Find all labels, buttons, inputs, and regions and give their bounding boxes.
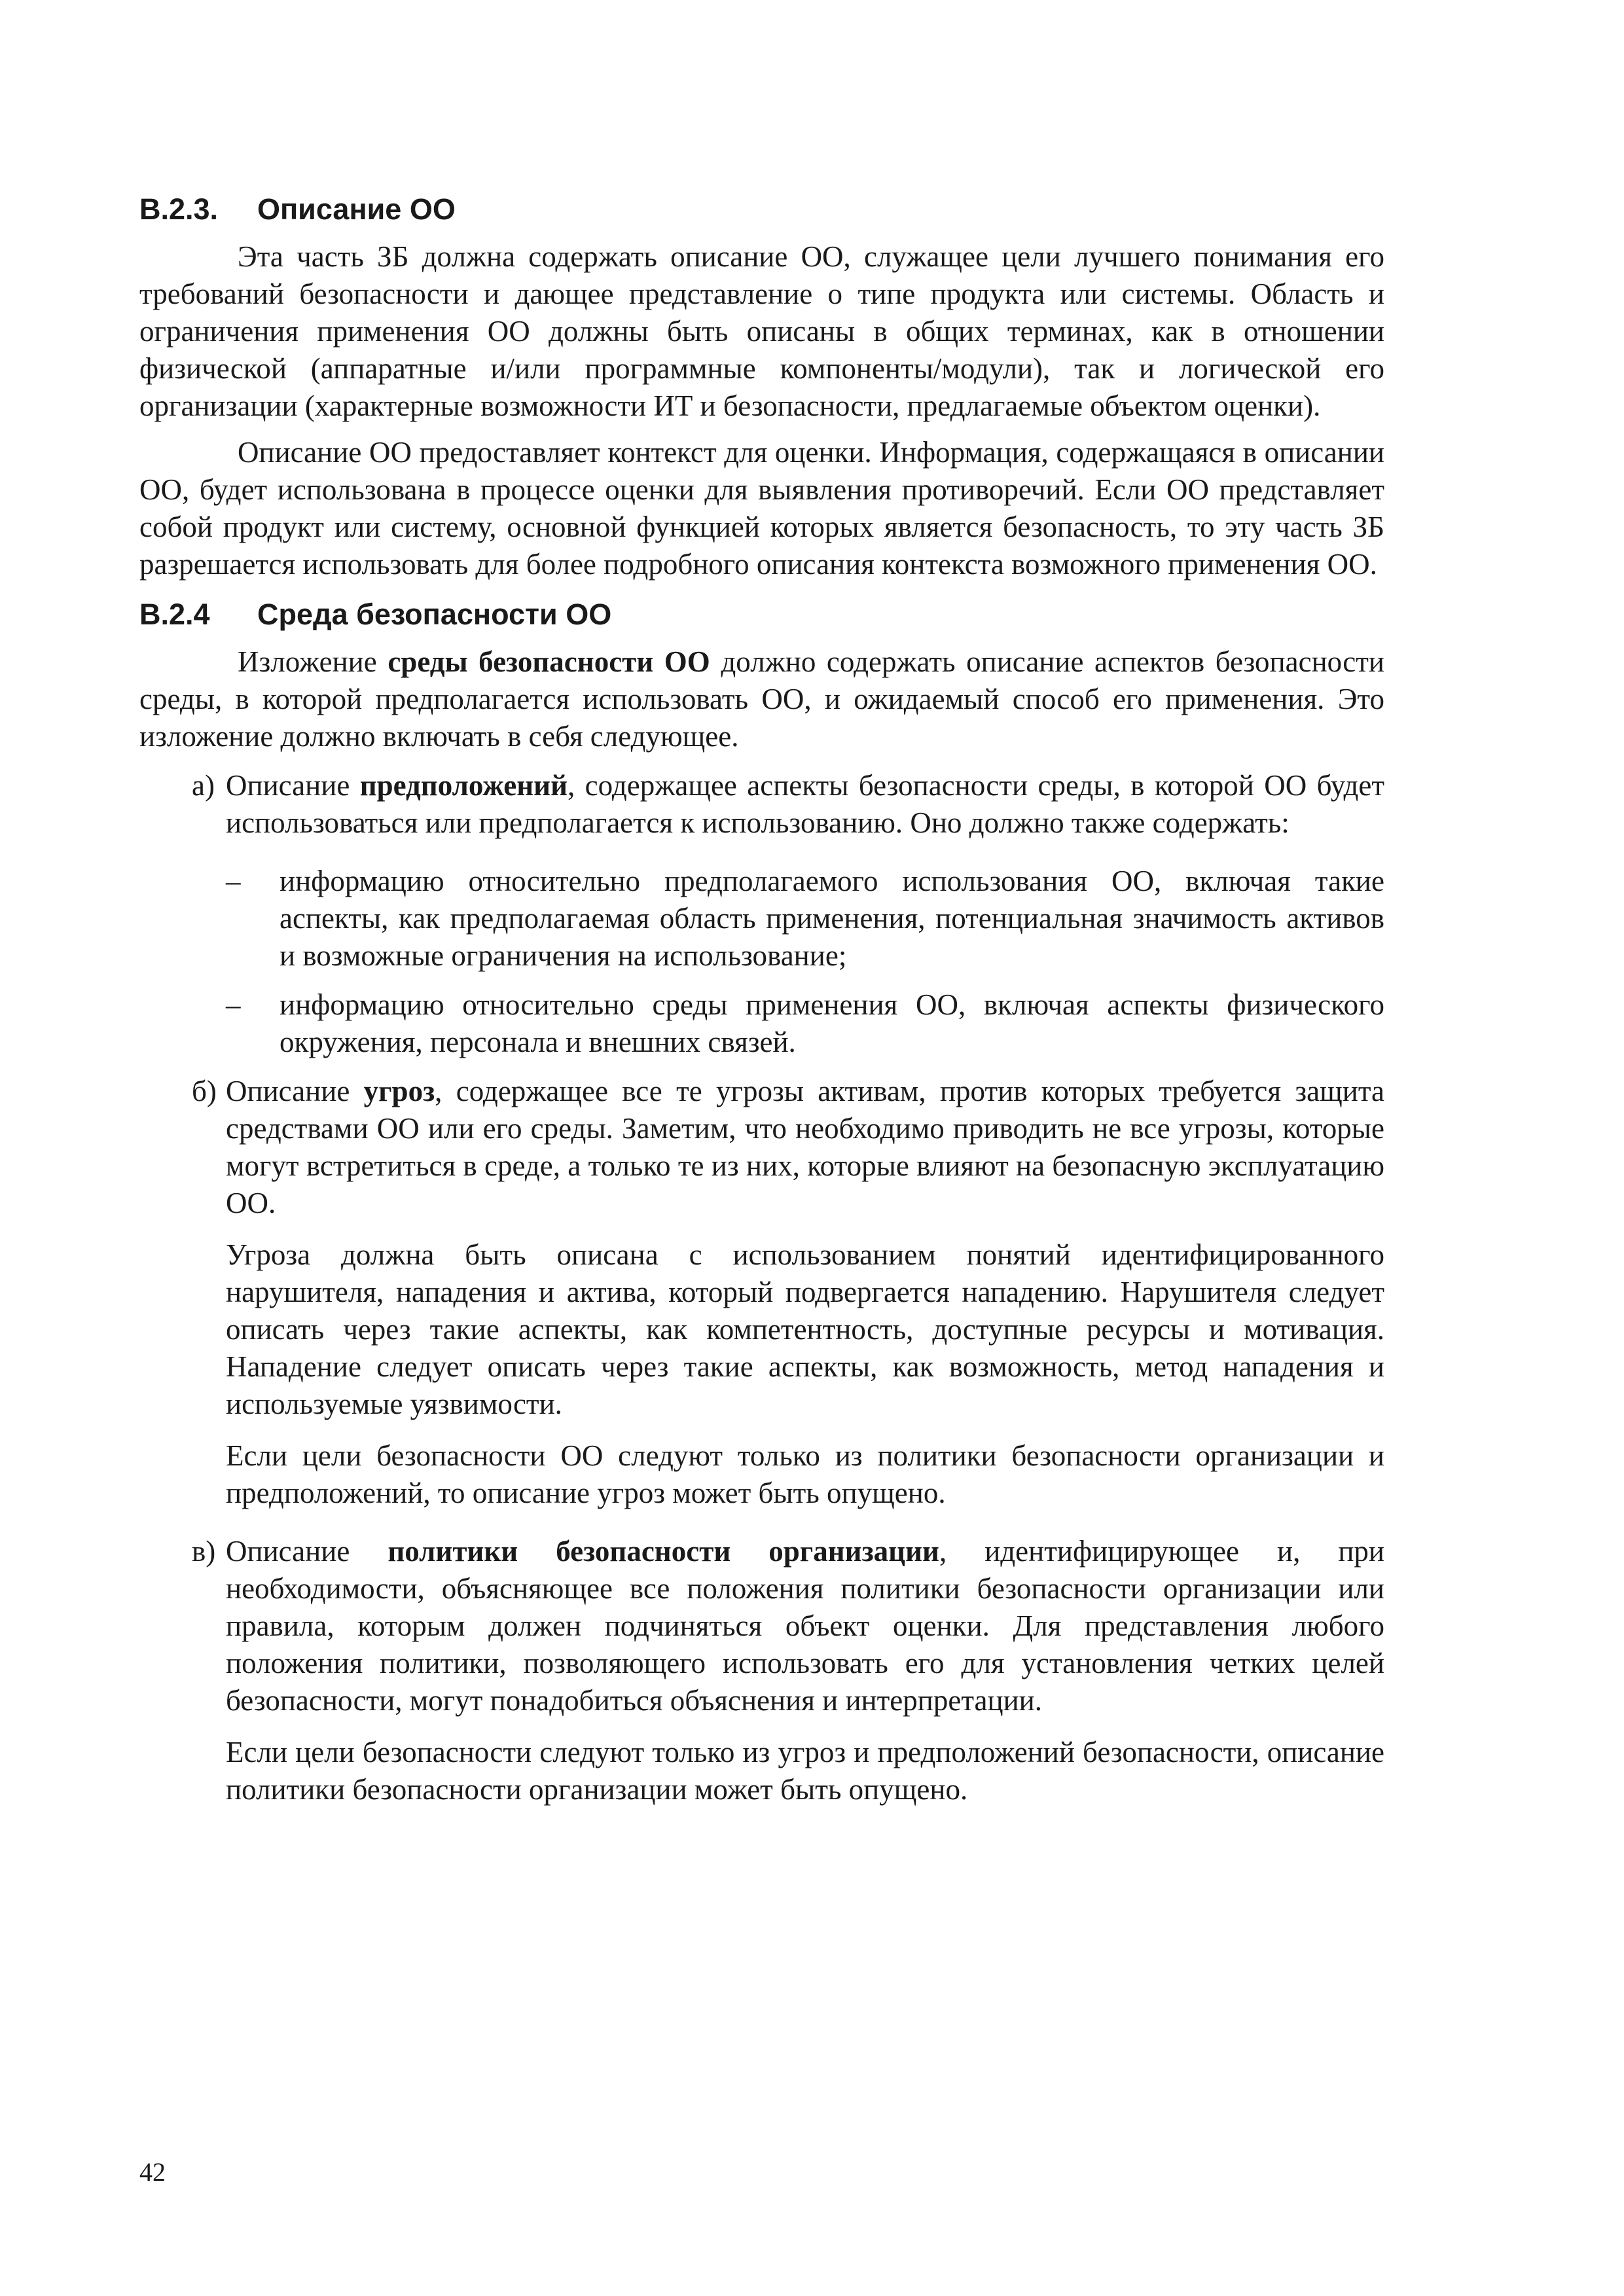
paragraph: Угроза должна быть описана с использованием понятий идентифицированного нарушителя, нападения и актива, который подвергается нападению. Нарушителя следует описать через такие аспекты, как компетентность, доступные ресурсы и мотивация. Нападение следует описать через такие аспекты, как возможность, метод нападения и используемые уязвимости. xyxy=(226,1238,1384,1420)
bold-term: угроз xyxy=(363,1075,435,1107)
dash-text: информацию относительно предполагаемого использования ОО, включая такие аспекты, как предполагаемая область применения, потенциальная значимость активов и возможные ограничения на использование; xyxy=(280,865,1384,972)
section-title: Среда безопасности ОО xyxy=(257,598,612,631)
bold-term: политики безопасности организации xyxy=(388,1535,939,1568)
section-title: Описание ОО xyxy=(257,192,456,226)
dash-marker: – xyxy=(226,865,241,897)
section-heading-b24 xyxy=(139,595,1384,634)
paragraph: Если цели безопасности следуют только из угроз и предположений безопасности, описание политики безопасности организации может быть опущено. xyxy=(226,1736,1384,1806)
list-item-body xyxy=(226,767,1384,851)
text-run: Описание xyxy=(226,769,360,802)
text-run: Описание xyxy=(226,1075,364,1107)
section-number: B.2.4 xyxy=(139,598,210,631)
text-run: Изложение xyxy=(238,645,388,678)
paragraph xyxy=(139,643,1384,755)
list-item-body xyxy=(226,1533,1384,1818)
dash-item xyxy=(139,986,1384,1061)
paragraph xyxy=(226,1533,1384,1719)
page-number: 42 xyxy=(139,2157,166,2187)
list-item-b xyxy=(139,1073,1384,1521)
paragraph: Описание ОО предоставляет контекст для оценки. Информация, содержащаяся в описании ОО, будет использована в процессе оценки для выявления противоречий. Если ОО представляет собой продукт или систему, основной функцией которых является безопасность, то эту часть ЗБ разрешается использовать для более подробного описания контекста возможного применения ОО. xyxy=(139,436,1384,581)
section-heading-b23 xyxy=(139,190,1384,229)
paragraph xyxy=(226,1073,1384,1222)
bold-term: среды безопасности ОО xyxy=(388,645,710,678)
list-item-body xyxy=(226,1073,1384,1521)
list-item-c xyxy=(139,1533,1384,1818)
dash-text: информацию относительно среды применения ОО, включая аспекты физического окружения, персонала и внешних связей. xyxy=(280,988,1384,1058)
list-item-a xyxy=(139,767,1384,851)
paragraph xyxy=(226,767,1384,842)
section-number: B.2.3. xyxy=(139,192,219,226)
text-run: , содержащее аспекты безопасности среды, в которой ОО будет использоваться или предполагается к использованию. Оно должно также содержать: xyxy=(226,769,1385,839)
list-marker: в) xyxy=(192,1535,216,1568)
dash-item xyxy=(139,863,1384,975)
paragraph: Если цели безопасности ОО следуют только из политики безопасности организации и предположений, то описание угроз может быть опущено. xyxy=(226,1439,1384,1509)
text-run: Описание xyxy=(226,1535,388,1568)
bold-term: предположений xyxy=(359,769,568,802)
list-marker: а) xyxy=(192,769,215,802)
paragraph: Эта часть ЗБ должна содержать описание ОО, служащее цели лучшего понимания его требований безопасности и дающее представление о типе продукта или системы. Область и ограничения применения ОО должны быть описаны в общих терминах, как в отношении физической (аппаратные и/или программные компоненты/модули), так и логической его организации (характерные возможности ИТ и безопасности, предлагаемые объектом оценки). xyxy=(139,240,1384,422)
dash-marker: – xyxy=(226,988,241,1021)
text-run: , идентифицирующее и, при необходимости, объясняющее все положения политики безопасности организации или правила, которым должен подчиняться объект оценки. Для представления любого положения политики, позволяющего использовать его для установления четких целей безопасности, могут понадобиться объяснения и интерпретации. xyxy=(226,1535,1384,1717)
list-marker: б) xyxy=(192,1075,217,1107)
text-run: , содержащее все те угрозы активам, против которых требуется защита средствами ОО или его среды. Заметим, что необходимо приводить не все угрозы, которые могут встретиться в среде, а только те из них, которые влияют на безопасную эксплуатацию ОО. xyxy=(226,1075,1385,1219)
document-page xyxy=(139,190,1384,1827)
text-run: должно содержать описание аспектов безопасности среды, в которой предполагается использовать ОО, и ожидаемый способ его применения. Это изложение должно включать в себя следующее. xyxy=(139,645,1384,753)
